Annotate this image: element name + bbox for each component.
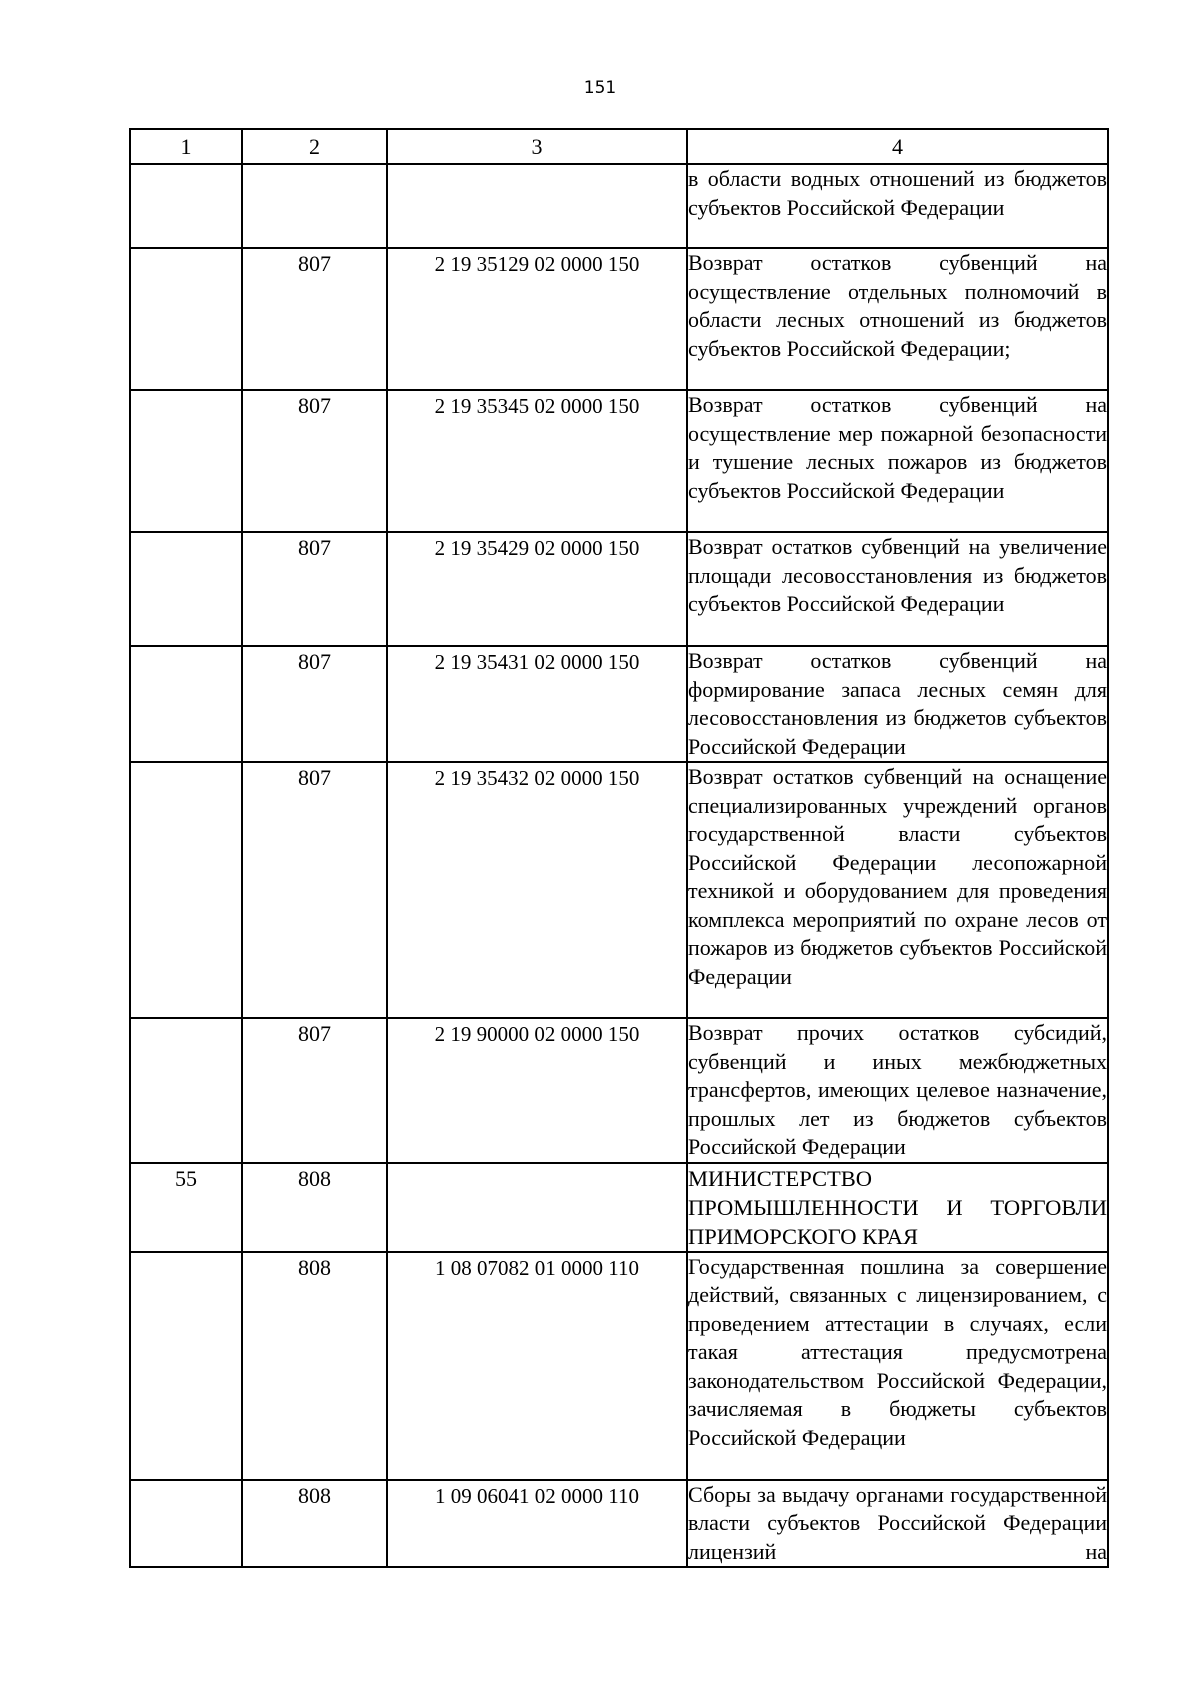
table-row — [130, 532, 1108, 646]
table-row — [130, 164, 1108, 248]
cell-admin-code: 808 — [242, 1252, 387, 1480]
budget-codes-table — [129, 128, 1109, 1568]
cell-admin-code: 808 — [242, 1480, 387, 1568]
table-row — [130, 1018, 1108, 1163]
cell-admin-code: 808 — [242, 1163, 387, 1252]
cell-description: Возврат остатков субвенций на осуществление отдельных полномочий в области лесных отношений из бюджетов субъектов Российской Федерации; — [687, 248, 1108, 390]
cell-budget-code: 2 19 35429 02 0000 150 — [387, 532, 687, 646]
cell-budget-code: 2 19 90000 02 0000 150 — [387, 1018, 687, 1163]
cell-admin-code: 807 — [242, 248, 387, 390]
table-row — [130, 646, 1108, 762]
cell-description: Сборы за выдачу органами государственной власти субъектов Российской Федерации лицензий на — [687, 1480, 1108, 1568]
cell-budget-code — [387, 1163, 687, 1252]
cell-number — [130, 1252, 242, 1480]
cell-number — [130, 1480, 242, 1568]
cell-number — [130, 646, 242, 762]
cell-budget-code: 1 08 07082 01 0000 110 — [387, 1252, 687, 1480]
cell-number: 55 — [130, 1163, 242, 1252]
cell-admin-code: 807 — [242, 1018, 387, 1163]
cell-description: Возврат остатков субвенций на осуществление мер пожарной безопасности и тушение лесных пожаров из бюджетов субъектов Российской Федерации — [687, 390, 1108, 532]
cell-budget-code: 1 09 06041 02 0000 110 — [387, 1480, 687, 1568]
table-row — [130, 1163, 1108, 1252]
cell-number — [130, 1018, 242, 1163]
table-row — [130, 1480, 1108, 1568]
cell-description: Возврат остатков субвенций на увеличение площади лесовосстановления из бюджетов субъектов Российской Федерации — [687, 532, 1108, 646]
table-row — [130, 1252, 1108, 1480]
cell-number — [130, 248, 242, 390]
cell-number — [130, 390, 242, 532]
cell-admin-code: 807 — [242, 532, 387, 646]
cell-description: МИНИСТЕРСТВО ПРОМЫШЛЕННОСТИ И ТОРГОВЛИ ПРИМОРСКОГО КРАЯ — [687, 1163, 1108, 1252]
cell-description: Возврат прочих остатков субсидий, субвенций и иных межбюджетных трансфертов, имеющих целевое назначение, прошлых лет из бюджетов субъектов Российской Федерации — [687, 1018, 1108, 1163]
table-row — [130, 762, 1108, 1018]
column-header: 3 — [387, 129, 687, 164]
cell-description: в области водных отношений из бюджетов субъектов Российской Федерации — [687, 164, 1108, 248]
cell-budget-code: 2 19 35432 02 0000 150 — [387, 762, 687, 1018]
cell-description: Возврат остатков субвенций на формирование запаса лесных семян для лесовосстановления из бюджетов субъектов Российской Федерации — [687, 646, 1108, 762]
table-row — [130, 390, 1108, 532]
cell-budget-code: 2 19 35345 02 0000 150 — [387, 390, 687, 532]
cell-budget-code — [387, 164, 687, 248]
cell-number — [130, 164, 242, 248]
column-header: 4 — [687, 129, 1108, 164]
cell-admin-code: 807 — [242, 646, 387, 762]
cell-admin-code — [242, 164, 387, 248]
cell-budget-code: 2 19 35431 02 0000 150 — [387, 646, 687, 762]
cell-admin-code: 807 — [242, 390, 387, 532]
cell-description: Государственная пошлина за совершение действий, связанных с лицензированием, с проведением аттестации в случаях, если такая аттестация предусмотрена законодательством Российской Федерации, зачисляемая в бюджеты субъектов Российской Федерации — [687, 1252, 1108, 1480]
table-header-row — [130, 129, 1108, 164]
cell-description: Возврат остатков субвенций на оснащение специализированных учреждений органов государственной власти субъектов Российской Федерации лесопожарной техникой и оборудованием для проведения комплекса мероприятий по охране лесов от пожаров из бюджетов субъектов Российской Федерации — [687, 762, 1108, 1018]
cell-admin-code: 807 — [242, 762, 387, 1018]
column-header: 1 — [130, 129, 242, 164]
cell-number — [130, 762, 242, 1018]
page-number: 151 — [583, 78, 617, 98]
cell-number — [130, 532, 242, 646]
table-row — [130, 248, 1108, 390]
cell-budget-code: 2 19 35129 02 0000 150 — [387, 248, 687, 390]
column-header: 2 — [242, 129, 387, 164]
